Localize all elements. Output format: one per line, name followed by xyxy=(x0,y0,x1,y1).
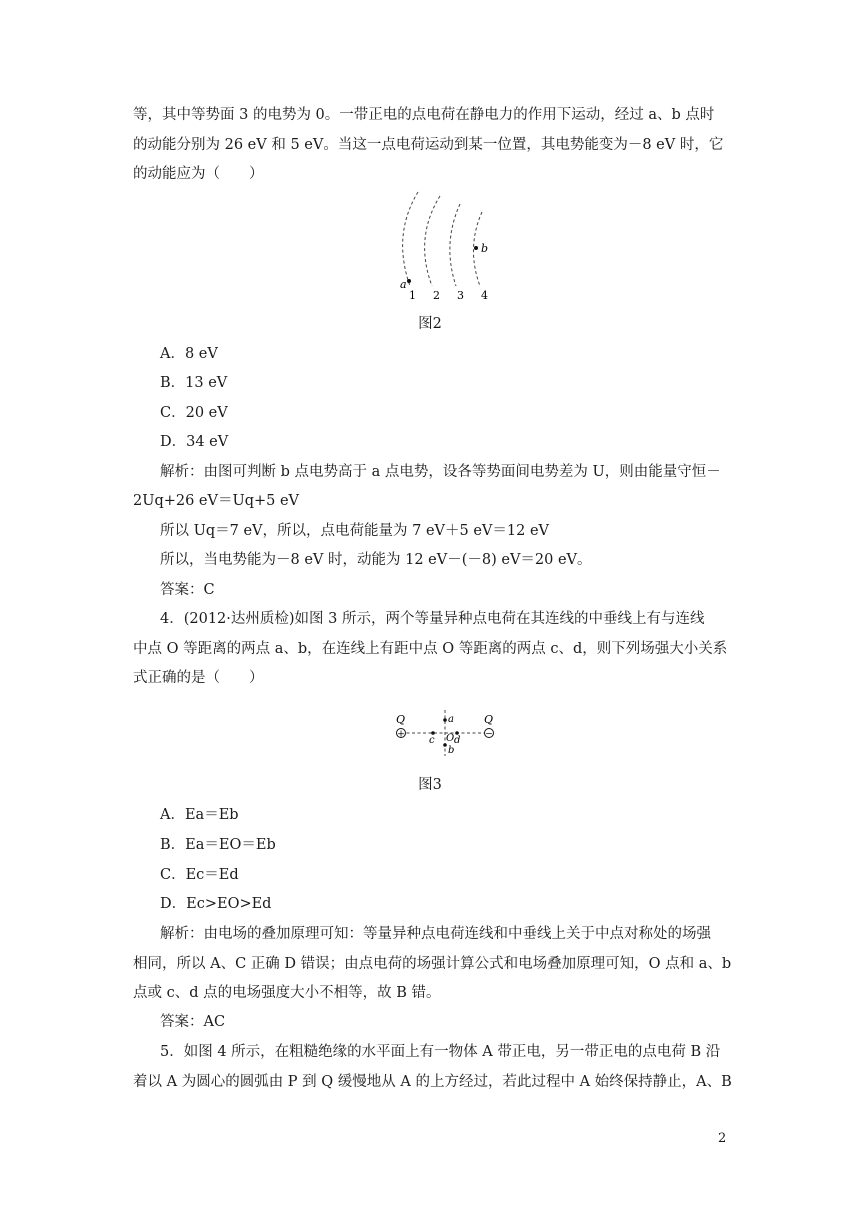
point-o-label: O xyxy=(446,733,455,744)
q3-answer: 答案：C xyxy=(160,582,215,598)
point-d-label: d xyxy=(454,735,461,746)
q3-solution-line-4: 所以，当电势能为－8 eV 时，动能为 12 eV－(－8) eV＝20 eV。 xyxy=(160,552,592,568)
svg-text:+: + xyxy=(397,729,405,740)
point-a-dot xyxy=(407,279,411,283)
q4-solution-line-1: 解析：由电场的叠加原理可知：等量异种点电荷连线和中垂线上关于中点对称处的场强 xyxy=(160,926,711,942)
q4-solution-line-2: 相同，所以 A、C 正确 D 错误；由点电荷的场强计算公式和电场叠加原理可知，O 点和 a、b xyxy=(133,956,732,972)
point-b-dot xyxy=(474,246,478,250)
point-a-label: a xyxy=(400,278,407,291)
surface-label-4: 4 xyxy=(481,289,488,302)
q3-option-a: A．8 eV xyxy=(160,346,218,362)
equipotential-surface-3 xyxy=(450,204,460,286)
charge-q-right-label: Q xyxy=(484,713,494,726)
equipotential-surface-2 xyxy=(425,196,440,286)
point-a-label: a xyxy=(448,714,454,725)
figure-2-caption: 图2 xyxy=(418,316,442,332)
q4-text-line-2: 中点 O 等距离的两点 a、b，在连线上有距中点 O 等距离的两点 c、d，则下列场强大小关系 xyxy=(133,641,728,657)
q4-text-line-3: 式正确的是（ ） xyxy=(133,670,264,686)
q4-option-d: D．Ec>EO>Ed xyxy=(160,896,272,912)
point-b-label: b xyxy=(448,745,455,756)
surface-label-2: 2 xyxy=(433,289,440,302)
q3-option-d: D．34 eV xyxy=(160,434,229,450)
q3-text-line-1: 等，其中等势面 3 的电势为 0。一带正电的点电荷在静电力的作用下运动，经过 a、b 点时 xyxy=(133,107,715,123)
point-a-dot xyxy=(443,718,447,722)
q3-solution-line-3: 所以 Uq＝7 eV，所以，点电荷能量为 7 eV＋5 eV＝12 eV xyxy=(160,523,549,539)
q4-solution-line-3: 点或 c、d 点的电场强度大小不相等，故 B 错。 xyxy=(133,985,441,1001)
figure-3-caption: 图3 xyxy=(418,777,442,793)
equipotential-surface-1 xyxy=(403,192,418,286)
point-b-label: b xyxy=(481,242,489,255)
charge-q-left-label: Q xyxy=(396,713,406,726)
q4-option-c: C．Ec＝Ed xyxy=(160,867,239,883)
q3-solution-line-2: 2Uq+26 eV＝Uq+5 eV xyxy=(133,493,300,509)
q5-text-line-1: 5．如图 4 所示，在粗糙绝缘的水平面上有一物体 A 带正电，另一带正电的点电荷 B 沿 xyxy=(160,1044,721,1060)
svg-text:−: − xyxy=(485,729,493,740)
q3-text-line-2: 的动能分别为 26 eV 和 5 eV。当这一点电荷运动到某一位置，其电势能变为－8 eV 时，它 xyxy=(133,137,724,153)
q4-text-line-1: 4．(2012·达州质检)如图 3 所示，两个等量异种点电荷在其连线的中垂线上有与连线 xyxy=(160,611,705,627)
page-number: 2 xyxy=(718,1131,727,1146)
q3-text-line-3: 的动能应为（ ） xyxy=(133,166,264,182)
q3-option-b: B．13 eV xyxy=(160,375,228,391)
figure-3-charges-diagram xyxy=(390,708,500,758)
q3-option-c: C．20 eV xyxy=(160,405,228,421)
q4-option-a: A．Ea＝Eb xyxy=(160,807,239,823)
q4-answer: 答案：AC xyxy=(160,1014,226,1030)
q5-text-line-2: 着以 A 为圆心的圆弧由 P 到 Q 缓慢地从 A 的上方经过，若此过程中 A 始终保持静止，A、B xyxy=(133,1074,732,1090)
q3-solution-line-1: 解析：由图可判断 b 点电势高于 a 点电势，设各等势面间电势差为 U，则由能量守恒－ xyxy=(160,464,721,480)
surface-label-1: 1 xyxy=(409,289,416,302)
point-c-label: c xyxy=(429,735,435,746)
surface-label-3: 3 xyxy=(457,289,464,302)
figure-2-equipotential-diagram xyxy=(390,190,500,305)
q4-option-b: B．Ea＝EO＝Eb xyxy=(160,837,276,853)
